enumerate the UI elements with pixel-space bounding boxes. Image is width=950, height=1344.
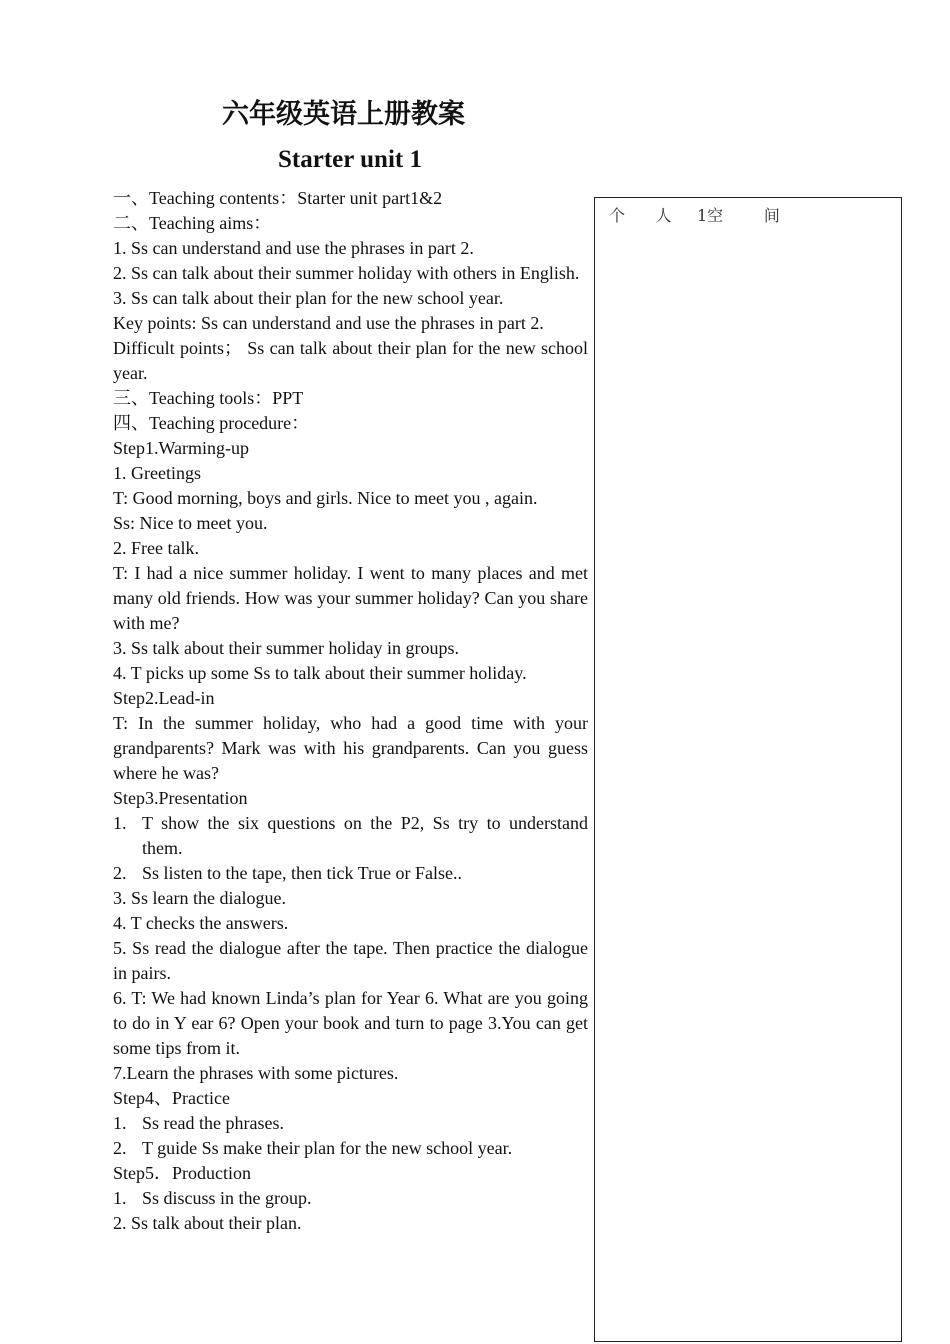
list-number: 2. bbox=[113, 863, 127, 883]
lesson-plan-body bbox=[113, 186, 588, 1236]
list-item bbox=[113, 1111, 588, 1136]
text-line: T: In the summer holiday, who had a good time with your grandparents? Mark was with his grandparents. Can you guess where he was? bbox=[113, 713, 588, 783]
text-line: 3. Ss learn the dialogue. bbox=[113, 888, 286, 908]
list-item bbox=[113, 1186, 588, 1211]
page-title-chinese: 六年级英语上册教案 bbox=[222, 99, 465, 130]
text-line: 四、Teaching procedure： bbox=[113, 413, 310, 433]
text-line: 4. T picks up some Ss to talk about their summer holiday. bbox=[113, 663, 527, 683]
list-number: 2. bbox=[113, 1138, 127, 1158]
text-line: 5. Ss read the dialogue after the tape. Then practice the dialogue in pairs. bbox=[113, 938, 588, 983]
text-line: Ss: Nice to meet you. bbox=[113, 513, 268, 533]
text-line: Key points: Ss can understand and use the phrases in part 2. bbox=[113, 313, 544, 333]
text-line: 2. Ss talk about their plan. bbox=[113, 1213, 302, 1233]
text-line: 2. Ss can talk about their summer holiday with others in English. bbox=[113, 263, 580, 283]
text-line: 2. Free talk. bbox=[113, 538, 199, 558]
list-number: 1. bbox=[113, 1113, 127, 1133]
text-line: 二、Teaching aims： bbox=[113, 213, 272, 233]
text-line: 3. Ss can talk about their plan for the new school year. bbox=[113, 288, 504, 308]
text-line: Difficult points； Ss can talk about their plan for the new school year. bbox=[113, 338, 588, 383]
text-line: T: Good morning, boys and girls. Nice to meet you , again. bbox=[113, 488, 538, 508]
page-subtitle-unit: Starter unit 1 bbox=[278, 146, 422, 173]
text-line: 6. T: We had known Linda’s plan for Year 6. What are you going to do in Y ear 6? Open your book and turn to page 3.You can get some tips from it. bbox=[113, 988, 588, 1058]
list-number: 1. bbox=[113, 1188, 127, 1208]
text-line: 一、Teaching contents：Starter unit part1&2 bbox=[113, 188, 443, 208]
list-text: T guide Ss make their plan for the new school year. bbox=[142, 1138, 513, 1158]
list-item bbox=[113, 1136, 588, 1161]
list-item bbox=[113, 811, 588, 861]
list-text: Ss listen to the tape, then tick True or False.. bbox=[142, 863, 462, 883]
personal-space-label: 个 人 1空 间 bbox=[609, 206, 780, 225]
text-line: Step2.Lead-in bbox=[113, 688, 215, 708]
text-line: 1. Greetings bbox=[113, 463, 201, 483]
text-line: 4. T checks the answers. bbox=[113, 913, 289, 933]
step5-heading: Step5．Production bbox=[113, 1163, 251, 1183]
personal-space-box bbox=[594, 197, 902, 1342]
text-line: 7.Learn the phrases with some pictures. bbox=[113, 1063, 399, 1083]
text-line: Step4、Practice bbox=[113, 1088, 230, 1108]
text-line: 三、Teaching tools：PPT bbox=[113, 388, 304, 408]
list-text: Ss read the phrases. bbox=[142, 1113, 284, 1133]
list-text: T show the six questions on the P2, Ss try to understand them. bbox=[142, 813, 588, 858]
list-item bbox=[113, 861, 588, 886]
list-number: 1. bbox=[113, 813, 127, 833]
list-text: Ss discuss in the group. bbox=[142, 1188, 312, 1208]
text-line: Step3.Presentation bbox=[113, 788, 248, 808]
text-line: T: I had a nice summer holiday. I went to many places and met many old friends. How was your summer holiday? Can you share with me? bbox=[113, 563, 588, 633]
text-line: 3. Ss talk about their summer holiday in groups. bbox=[113, 638, 459, 658]
text-line: 1. Ss can understand and use the phrases in part 2. bbox=[113, 238, 474, 258]
text-line: Step1.Warming-up bbox=[113, 438, 250, 458]
